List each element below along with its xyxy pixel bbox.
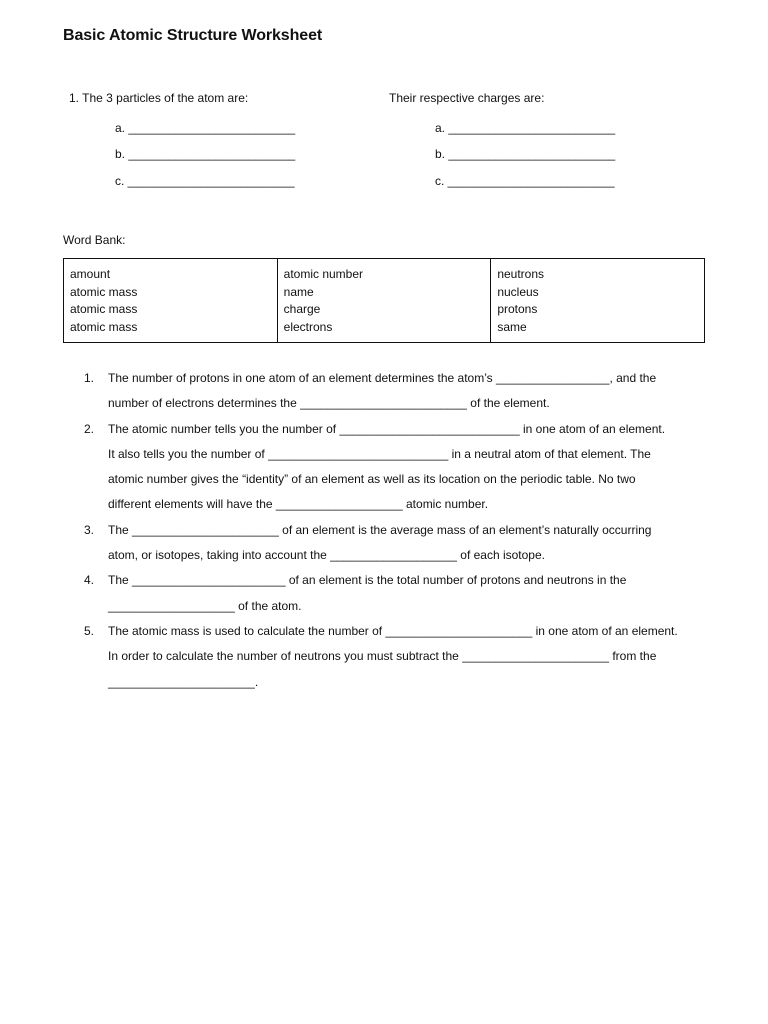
question-text-line: atom, or isotopes, taking into account the ___________________ of each isotope. [108, 548, 545, 563]
word-bank-term: name [283, 284, 314, 299]
question-text-line: The atomic number tells you the number of ___________________________ in one atom of an element. [108, 421, 666, 436]
word-bank-term: same [497, 319, 527, 334]
question-text-line: It also tells you the number of ___________________________ in a neutral atom of that element. The [108, 446, 651, 461]
word-bank-term: neutrons [497, 267, 545, 281]
question-number: 4. [84, 573, 95, 588]
question-text-line: different elements will have the ___________________ atomic number. [108, 497, 489, 512]
question-text-line: In order to calculate the number of neutrons you must subtract the ______________________ from the [108, 649, 657, 664]
question-number: 1. [84, 371, 95, 385]
question-number: 3. [84, 522, 95, 537]
question-text-line: atomic number gives the “identity” of an element as well as its location on the periodic table. No two [108, 472, 636, 487]
particle-blank-c: c. _________________________ [115, 174, 295, 188]
question-text-line: The ______________________ of an element is the average mass of an element’s naturally occurring [108, 522, 652, 537]
word-bank-term: charge [283, 302, 321, 316]
question-4 [84, 568, 709, 619]
question-text-line: The atomic mass is used to calculate the number of ______________________ in one atom of an element. [108, 623, 678, 638]
word-bank-term: nucleus [497, 284, 539, 299]
word-bank-column-3 [491, 259, 705, 343]
charge-blank-c: c. _________________________ [435, 174, 615, 188]
word-bank-term: atomic number [283, 267, 364, 281]
word-bank-term: electrons [283, 319, 333, 334]
word-bank-table [63, 258, 705, 343]
question-2 [84, 417, 709, 518]
word-bank-label: Word Bank: [63, 233, 126, 247]
word-bank-term: atomic mass [70, 284, 138, 299]
word-bank-term: atomic mass [70, 319, 138, 334]
charge-blank-b: b. _________________________ [435, 147, 616, 161]
word-bank-column-1 [64, 259, 278, 343]
question-text-line: ______________________. [108, 674, 259, 689]
particle-blank-a: a. _________________________ [115, 121, 296, 135]
question-text-line: The _______________________ of an element is the total number of protons and neutrons in the [108, 573, 627, 588]
question-list [84, 366, 709, 695]
word-bank-term: protons [497, 302, 538, 316]
question-number: 2. [84, 421, 95, 436]
question-3 [84, 518, 709, 569]
charge-blank-a: a. _________________________ [435, 121, 616, 135]
particle-blank-b: b. _________________________ [115, 147, 296, 161]
q1-particles-prompt: 1. The 3 particles of the atom are: [69, 91, 249, 105]
word-bank-term: amount [70, 267, 111, 281]
word-bank-row [64, 259, 705, 343]
word-bank-term: atomic mass [70, 302, 138, 316]
q1-charges-prompt: Their respective charges are: [389, 91, 545, 105]
word-bank-column-2 [277, 259, 491, 343]
question-5 [84, 619, 709, 695]
question-text-line: number of electrons determines the _________________________ of the element. [108, 396, 550, 411]
question-text-line: ___________________ of the atom. [108, 598, 302, 613]
question-1 [84, 366, 709, 417]
question-number: 5. [84, 623, 95, 638]
page-title: Basic Atomic Structure Worksheet [63, 27, 323, 44]
question-text-line: The number of protons in one atom of an element determines the atom’s _________________, and the [108, 371, 657, 385]
